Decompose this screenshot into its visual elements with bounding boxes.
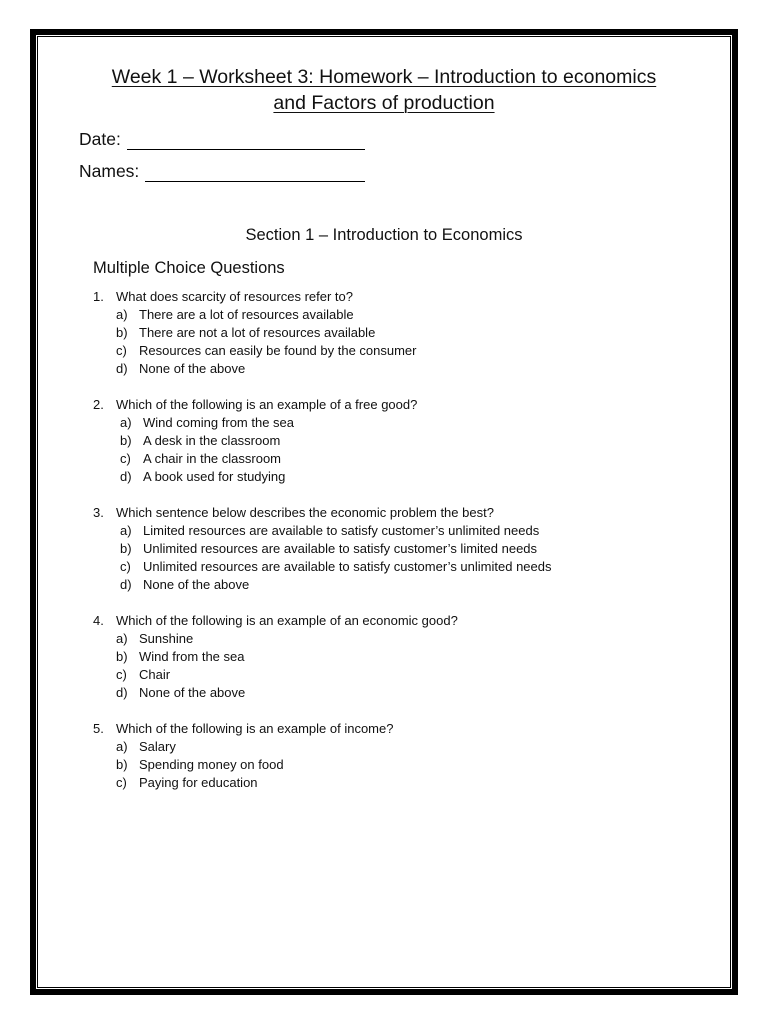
option-letter: a) bbox=[120, 415, 132, 430]
option-text: A chair in the classroom bbox=[143, 451, 282, 466]
mcq-heading: Multiple Choice Questions bbox=[93, 259, 285, 277]
option-text: There are not a lot of resources available bbox=[139, 325, 376, 340]
answer-option bbox=[93, 576, 693, 594]
section-heading: Section 1 – Introduction to Economics bbox=[245, 226, 523, 244]
option-letter: c) bbox=[120, 451, 131, 466]
option-letter: b) bbox=[120, 541, 132, 556]
option-text: A desk in the classroom bbox=[143, 433, 281, 448]
option-letter: d) bbox=[120, 577, 132, 592]
option-letter: d) bbox=[116, 685, 128, 700]
answer-option bbox=[93, 738, 693, 756]
option-text: Sunshine bbox=[139, 631, 194, 646]
answer-option bbox=[93, 450, 693, 468]
worksheet-title-line-1: Week 1 – Worksheet 3: Homework – Introduction to economics bbox=[111, 66, 657, 88]
option-letter: c) bbox=[120, 559, 131, 574]
answer-option bbox=[93, 414, 693, 432]
option-text: There are a lot of resources available bbox=[139, 307, 354, 322]
answer-option bbox=[93, 540, 693, 558]
answer-option bbox=[93, 684, 693, 702]
option-letter: a) bbox=[116, 739, 128, 754]
option-letter: b) bbox=[116, 757, 128, 772]
question-text: Which of the following is an example of an economic good? bbox=[116, 613, 458, 628]
answer-option bbox=[93, 342, 693, 360]
option-text: Chair bbox=[139, 667, 171, 682]
answer-option bbox=[93, 756, 693, 774]
option-letter: d) bbox=[116, 361, 128, 376]
question-text: Which of the following is an example of a free good? bbox=[116, 397, 418, 412]
question-text: What does scarcity of resources refer to? bbox=[116, 289, 353, 304]
names-blank-line[interactable] bbox=[145, 164, 365, 182]
question-text: Which of the following is an example of income? bbox=[116, 721, 394, 736]
worksheet-title bbox=[60, 64, 708, 116]
option-text: None of the above bbox=[139, 685, 246, 700]
question-number: 3. bbox=[93, 505, 104, 520]
question-list bbox=[93, 288, 693, 810]
option-letter: a) bbox=[116, 631, 128, 646]
option-letter: c) bbox=[116, 775, 127, 790]
option-text: Unlimited resources are available to satisfy customer’s unlimited needs bbox=[143, 559, 552, 574]
option-text: Resources can easily be found by the consumer bbox=[139, 343, 417, 358]
names-field bbox=[79, 160, 365, 182]
answer-option bbox=[93, 324, 693, 342]
answer-option bbox=[93, 522, 693, 540]
option-letter: b) bbox=[116, 325, 128, 340]
option-text: Spending money on food bbox=[139, 757, 284, 772]
option-text: Salary bbox=[139, 739, 176, 754]
option-letter: c) bbox=[116, 343, 127, 358]
question-4 bbox=[93, 612, 693, 702]
answer-option bbox=[93, 306, 693, 324]
question-5 bbox=[93, 720, 693, 792]
option-letter: d) bbox=[120, 469, 132, 484]
question-2 bbox=[93, 396, 693, 486]
option-letter: b) bbox=[120, 433, 132, 448]
answer-option bbox=[93, 630, 693, 648]
option-letter: a) bbox=[120, 523, 132, 538]
option-text: Wind coming from the sea bbox=[143, 415, 295, 430]
option-letter: c) bbox=[116, 667, 127, 682]
question-number: 5. bbox=[93, 721, 104, 736]
question-number: 1. bbox=[93, 289, 104, 304]
option-text: Wind from the sea bbox=[139, 649, 245, 664]
option-text: None of the above bbox=[139, 361, 246, 376]
question-1 bbox=[93, 288, 693, 378]
answer-option bbox=[93, 666, 693, 684]
date-blank-line[interactable] bbox=[127, 132, 365, 150]
option-text: Unlimited resources are available to satisfy customer’s limited needs bbox=[143, 541, 538, 556]
question-text: Which sentence below describes the economic problem the best? bbox=[116, 505, 494, 520]
date-field bbox=[79, 128, 365, 150]
question-3 bbox=[93, 504, 693, 594]
answer-option bbox=[93, 648, 693, 666]
option-letter: a) bbox=[116, 307, 128, 322]
date-label: Date: bbox=[79, 129, 121, 149]
question-number: 4. bbox=[93, 613, 104, 628]
option-text: None of the above bbox=[143, 577, 250, 592]
option-text: A book used for studying bbox=[143, 469, 286, 484]
answer-option bbox=[93, 468, 693, 486]
question-number: 2. bbox=[93, 397, 104, 412]
option-letter: b) bbox=[116, 649, 128, 664]
answer-option bbox=[93, 558, 693, 576]
worksheet-title-line-2: and Factors of production bbox=[273, 92, 495, 114]
answer-option bbox=[93, 360, 693, 378]
option-text: Limited resources are available to satisfy customer’s unlimited needs bbox=[143, 523, 540, 538]
answer-option bbox=[93, 432, 693, 450]
option-text: Paying for education bbox=[139, 775, 258, 790]
names-label: Names: bbox=[79, 161, 140, 181]
answer-option bbox=[93, 774, 693, 792]
